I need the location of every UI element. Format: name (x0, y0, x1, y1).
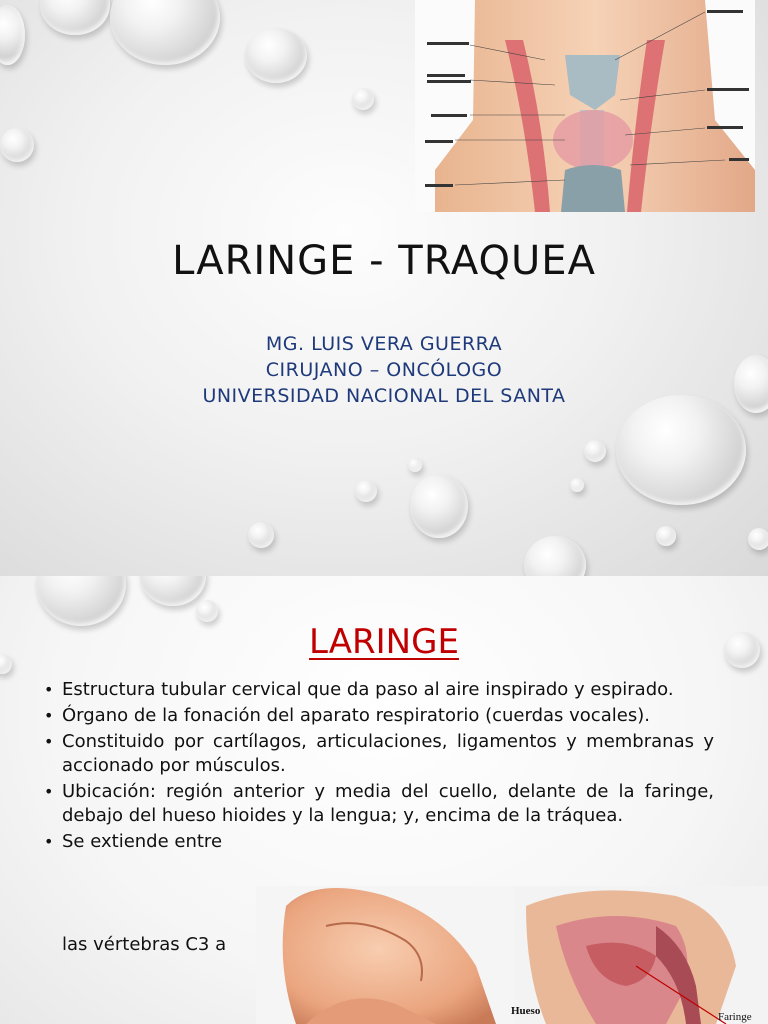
water-drop (570, 478, 584, 492)
neck-anatomy-illustration (415, 0, 755, 212)
section-title (0, 622, 768, 662)
water-drop (656, 526, 676, 546)
water-drop (748, 528, 768, 550)
water-drop (196, 600, 218, 622)
water-drop (524, 536, 586, 576)
bullet-item: • Ubicación: región anterior y media del cuello, delante de la faringe, debajo del hueso hioides y la lengua; y, encima de la tráquea. (44, 780, 714, 828)
water-drop (355, 480, 377, 502)
water-drop (0, 5, 25, 65)
water-drop (352, 88, 374, 110)
section-title-text: LARINGE (309, 622, 459, 662)
water-drop (616, 395, 746, 505)
water-drop (248, 522, 274, 548)
water-drop (0, 128, 34, 162)
water-drop (140, 576, 206, 606)
water-drop (40, 0, 110, 35)
presentation-title: LARINGE - TRAQUEA (172, 238, 596, 284)
institution-name: UNIVERSIDAD NACIONAL DEL SANTA (202, 385, 566, 407)
bullet-item: • Constituido por cartílagos, articulaciones, ligamentos y membranas y accionado por músculos. (44, 730, 714, 778)
neck-anatomy-image (415, 0, 755, 212)
water-drop (408, 458, 422, 472)
bullet-item: • Órgano de la fonación del aparato respiratorio (cuerdas vocales). (44, 704, 714, 728)
water-drop (584, 440, 606, 462)
bullet-item: • Estructura tubular cervical que da paso al aire inspirado y espirado. (44, 678, 714, 702)
head-neck-images (256, 886, 768, 1024)
bullet-item: • Se extiende entre (44, 830, 714, 854)
water-drop (36, 576, 126, 626)
faringe-label: Faringe (718, 1011, 752, 1023)
bullet-list (44, 678, 714, 856)
bullet-continuation: las vértebras C3 a (62, 934, 227, 955)
water-drop (245, 28, 307, 83)
author-role: CIRUJANO – ONCÓLOGO (265, 359, 503, 381)
water-drop (410, 474, 468, 538)
head-neck-illustration (256, 886, 768, 1024)
water-drop (110, 0, 220, 65)
author-name: MG. LUIS VERA GUERRA (265, 333, 503, 355)
hueso-label: Hueso (511, 1005, 541, 1017)
content-slide (0, 576, 768, 1024)
